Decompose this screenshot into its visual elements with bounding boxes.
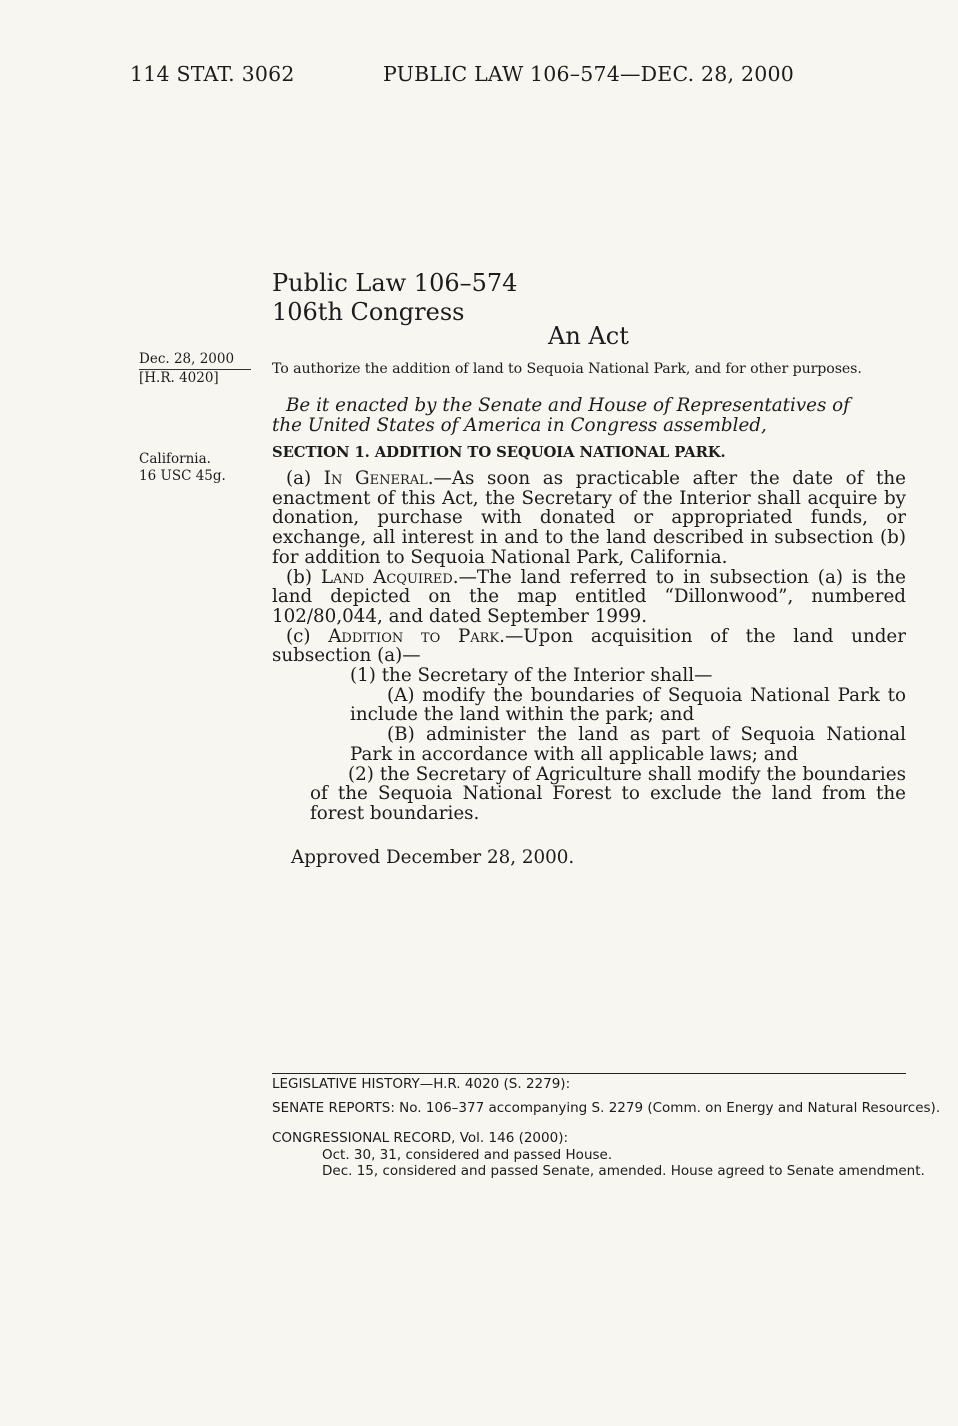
enacting-clause-line-1: Be it enacted by the Senate and House of Representatives of xyxy=(286,395,850,416)
record-entry-october: Oct. 30, 31, considered and passed House. xyxy=(322,1147,613,1163)
congressional-record: CONGRESSIONAL RECORD, Vol. 146 (2000): xyxy=(272,1130,569,1146)
footer-divider xyxy=(272,1073,906,1074)
subsection-b xyxy=(272,568,906,627)
margin-note-date: Dec. 28, 2000 xyxy=(139,351,235,367)
subparagraph-b: (B) administer the land as part of Sequoia National Park in accordance with all applicable laws; and xyxy=(350,724,906,765)
margin-note-state xyxy=(139,451,259,485)
subsection-c-text: .—Upon acquisition of the land under subsection (a)— xyxy=(272,625,906,667)
page-stat-citation: 114 STAT. 3062 xyxy=(130,62,295,86)
law-title-block xyxy=(272,269,517,327)
paragraph-2: (2) the Secretary of Agriculture shall modify the boundaries of the Sequoia National Forest to exclude the land from the forest boundaries. xyxy=(310,763,906,824)
paragraph-1: (1) the Secretary of the Interior shall— xyxy=(350,665,713,687)
act-title: An Act xyxy=(548,322,629,350)
record-entry-december: Dec. 15, considered and passed Senate, amended. House agreed to Senate amendment. xyxy=(322,1163,925,1179)
approval-date: Approved December 28, 2000. xyxy=(291,847,575,868)
margin-note-usc: 16 USC 45g. xyxy=(139,468,226,484)
purpose-statement: To authorize the addition of land to Sequoia National Park, and for other purposes. xyxy=(272,361,862,377)
section-heading: SECTION 1. ADDITION TO SEQUOIA NATIONAL PARK. xyxy=(272,444,726,461)
subsection-c-label: (c) xyxy=(286,625,329,647)
subsection-b-caption: Land Acquired xyxy=(320,566,453,588)
subsection-c-caption: Addition to Park xyxy=(328,625,500,647)
legislative-history-heading: LEGISLATIVE HISTORY—H.R. 4020 (S. 2279): xyxy=(272,1076,571,1092)
enacting-clause xyxy=(272,396,906,435)
section-body xyxy=(272,469,906,824)
margin-note-bill-number: [H.R. 4020] xyxy=(139,370,219,386)
subsection-b-label: (b) xyxy=(286,566,321,588)
subsection-b-text: .—The land referred to in subsection (a) is the land depicted on the map entitled “Dillonwood”, numbered 102/80,044, and dated September 1999. xyxy=(272,566,906,627)
subsection-a xyxy=(272,469,906,568)
congress-number: 106th Congress xyxy=(272,298,465,326)
margin-note-california: California. xyxy=(139,451,211,467)
subsection-a-text: .—As soon as practicable after the date of the enactment of this Act, the Secretary of the Interior shall acquire by donation, purchase with donated or appropriated funds, or exchange, all interest in and to the land described in subsection (b) for addition to Sequoia National Park, California. xyxy=(272,468,906,568)
subsection-a-caption: In General xyxy=(323,468,428,489)
law-number: Public Law 106–574 xyxy=(272,269,518,297)
subparagraph-a: (A) modify the boundaries of Sequoia National Park to include the land within the park; and xyxy=(350,684,906,726)
subsection-a-label: (a) xyxy=(286,468,324,489)
running-title: PUBLIC LAW 106–574—DEC. 28, 2000 xyxy=(383,62,794,86)
senate-reports: SENATE REPORTS: No. 106–377 accompanying S. 2279 (Comm. on Energy and Natural Resources). xyxy=(272,1100,941,1116)
subsection-c xyxy=(272,627,906,666)
enacting-clause-line-2: the United States of America in Congress assembled, xyxy=(272,414,767,436)
